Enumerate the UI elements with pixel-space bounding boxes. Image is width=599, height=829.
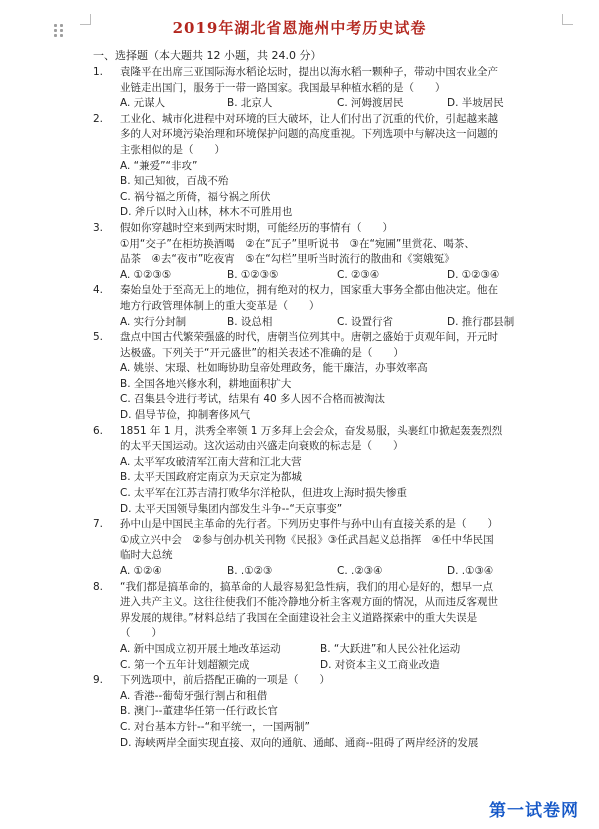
question-stem-line: 1851 年 1 月，洪秀全率领 1 万多拜上会会众，奋发易服，头裹红巾掀起轰轰烈烈 [120,424,503,437]
answer-option[interactable]: A. ①②③⑤ [120,268,172,281]
answer-option[interactable]: C. 召集县令进行考试，结果有 40 多人因不合格而被淘汰 [120,393,386,406]
question-stem-line: 孙中山是中国民主革命的先行者。下列历史事件与孙中山有直接关系的是（ ） [120,518,498,531]
answer-option[interactable]: D. 海峡两岸全面实现直接、双向的通航、通邮、通商--阻碍了两岸经济的发展 [120,736,479,749]
question-number: 3. [93,221,104,234]
question-stem-line: （ ） [120,627,162,640]
question-number: 8. [93,580,104,593]
question-number: 1. [93,66,104,78]
option-row [93,564,563,580]
answer-option[interactable]: C. .②③④ [337,565,383,577]
question-stem-line: 达极盛。下列关于“开元盛世”的相关表述不准确的是（ ） [120,346,404,359]
answer-option[interactable]: C. 河姆渡居民 [337,97,404,110]
question-number: 9. [93,674,104,687]
question-stem-line: 地方行政管理体制上的重大变革是（ ） [120,299,320,312]
question-stem-line: 秦始皇处于至高无上的地位，拥有绝对的权力，国家重大事务全都由他决定。他在 [120,284,498,297]
question-stem-line: “我们都是搞革命的，搞革命的人最容易犯急性病，我们的用心是好的，想早一点 [120,580,493,593]
answer-option[interactable]: B. 设总相 [227,315,273,328]
answer-option[interactable]: D. 太平天国领导集团内部发生斗争--“天京事变” [120,502,343,515]
answer-option[interactable]: B. 北京人 [227,97,273,110]
answer-option[interactable]: A. “兼爱”“非攻” [120,159,198,172]
question-stem-line: 主张相似的是（ ） [120,143,225,156]
question-number: 5. [93,331,104,344]
question-stem-line: 假如你穿越时空来到两宋时期，可能经历的事情有（ ） [120,221,393,234]
answer-option[interactable]: B. .①②③ [227,565,273,577]
question-number: 7. [93,518,104,531]
answer-option[interactable]: C. 设置行省 [337,315,394,328]
question-9 [93,673,563,689]
answer-option[interactable]: A. 香港--葡萄牙强行割占和租借 [120,689,268,702]
question-stem-line: ①用“交子”在柜坊换酒喝 ②在“瓦子”里听说书 ③在“宛圃”里赏花、喝茶、 [120,237,475,250]
question-7 [93,517,563,564]
answer-option[interactable]: B. 全国各地兴修水利，耕地面积扩大 [120,377,292,390]
answer-option[interactable]: D. .①③④ [447,565,494,577]
section-heading: 一、选择题（本大题共 12 小题，共 24.0 分） [93,49,322,62]
question-number: 6. [93,424,104,437]
option-row [93,315,563,331]
question-8 [93,580,563,642]
answer-option[interactable]: B. “大跃进”和人民公社化运动 [320,642,461,655]
answer-option[interactable]: B. 太平天国政府定南京为天京定为都城 [120,471,302,484]
question-number: 4. [93,284,104,297]
question-list [93,65,563,751]
question-stem-line: 袁隆平在出席三亚国际海水稻论坛时，提出以海水稻一颗种子，带动中国农业全产 [120,66,498,78]
question-stem-line: 盘点中国古代繁荣强盛的时代，唐朝当位列其中。唐朝之盛始于贞观年间，开元时 [120,331,498,344]
option-row [93,96,563,112]
option-row [93,658,563,674]
answer-option[interactable]: B. 澳门--董建华任第一任行政长官 [120,705,278,718]
answer-option[interactable]: B. ①②③⑤ [227,268,279,281]
answer-option[interactable]: A. 元谋人 [120,97,166,110]
question-stem-line: 工业化、城市化进程中对环境的巨大破坏，让人们付出了沉重的代价，引起越来越 [120,112,498,125]
option-row [93,642,563,658]
answer-option[interactable]: C. 第一个五年计划超额完成 [120,658,250,671]
question-stem-line: 多的人对环境污染治理和环境保护问题的高度重视。下列选项中与解决这一问题的 [120,128,498,141]
question-stem-line: 进入共产主义。这往往使我们不能冷静地分析主客观方面的情况，从而违反客观世 [120,596,498,609]
question-4 [93,283,563,314]
question-1 [93,65,563,96]
answer-option[interactable]: D. 对资本主义工商业改造 [320,658,440,671]
question-2 [93,112,563,159]
question-stem-line: 下列选项中，前后搭配正确的一项是（ ） [120,674,330,687]
answer-option[interactable]: D. ①②③④ [447,268,500,281]
answer-option[interactable]: A. 实行分封制 [120,315,187,328]
question-stem-line: 的太平天国运动。这次运动由兴盛走向衰败的标志是（ ） [120,440,404,453]
question-stem-line: 临时大总统 [120,549,173,562]
answer-option[interactable]: B. 知己知彼，百战不殆 [120,175,229,188]
question-stem-line: 界发展的规律。”材料总结了我国在全面建设社会主义道路探索中的重大失误是 [120,611,478,624]
answer-option[interactable]: C. 对台基本方针--“和平统一，一国两制” [120,720,310,733]
answer-option[interactable]: A. 新中国成立初开展土地改革运动 [120,642,281,655]
answer-option[interactable]: A. 太平军攻破清军江南大营和江北大营 [120,455,302,468]
option-row [93,268,563,284]
question-3 [93,221,563,268]
question-number: 2. [93,112,104,125]
question-stem-line: ①成立兴中会 ②参与创办机关刊物《民报》③任武昌起义总指挥 ④任中华民国 [120,533,494,546]
watermark-logo: 第一试卷网 [489,801,579,821]
answer-option[interactable]: C. 祸兮福之所倚，福兮祸之所伏 [120,190,271,203]
answer-option[interactable]: A. ①②④ [120,565,162,577]
answer-option[interactable]: D. 斧斤以时入山林，林木不可胜用也 [120,206,293,219]
question-stem-line: 业链走出国门，服务于一带一路国家。我国最早种植水稻的是（ ） [120,81,446,94]
answer-option[interactable]: D. 推行郡县制 [447,315,515,328]
question-6 [93,424,563,455]
question-stem-line: 品茶 ④去“夜市”吃夜宵 ⑤在“勾栏”里听当时流行的散曲和《窦娥冤》 [120,253,455,266]
answer-option[interactable]: C. ②③④ [337,268,380,281]
answer-option[interactable]: D. 半坡居民 [447,97,504,110]
answer-option[interactable]: C. 太平军在江苏吉清打败华尔洋枪队，但进攻上海时损失惨重 [120,487,408,500]
answer-option[interactable]: D. 倡导节俭，抑制奢侈风气 [120,409,251,422]
answer-option[interactable]: A. 姚崇、宋璟、杜如晦协助皇帝处理政务，能干廉洁，办事效率高 [120,362,428,375]
page-title: 2019年湖北省恩施州中考历史试卷 [172,19,427,37]
question-5 [93,330,563,361]
